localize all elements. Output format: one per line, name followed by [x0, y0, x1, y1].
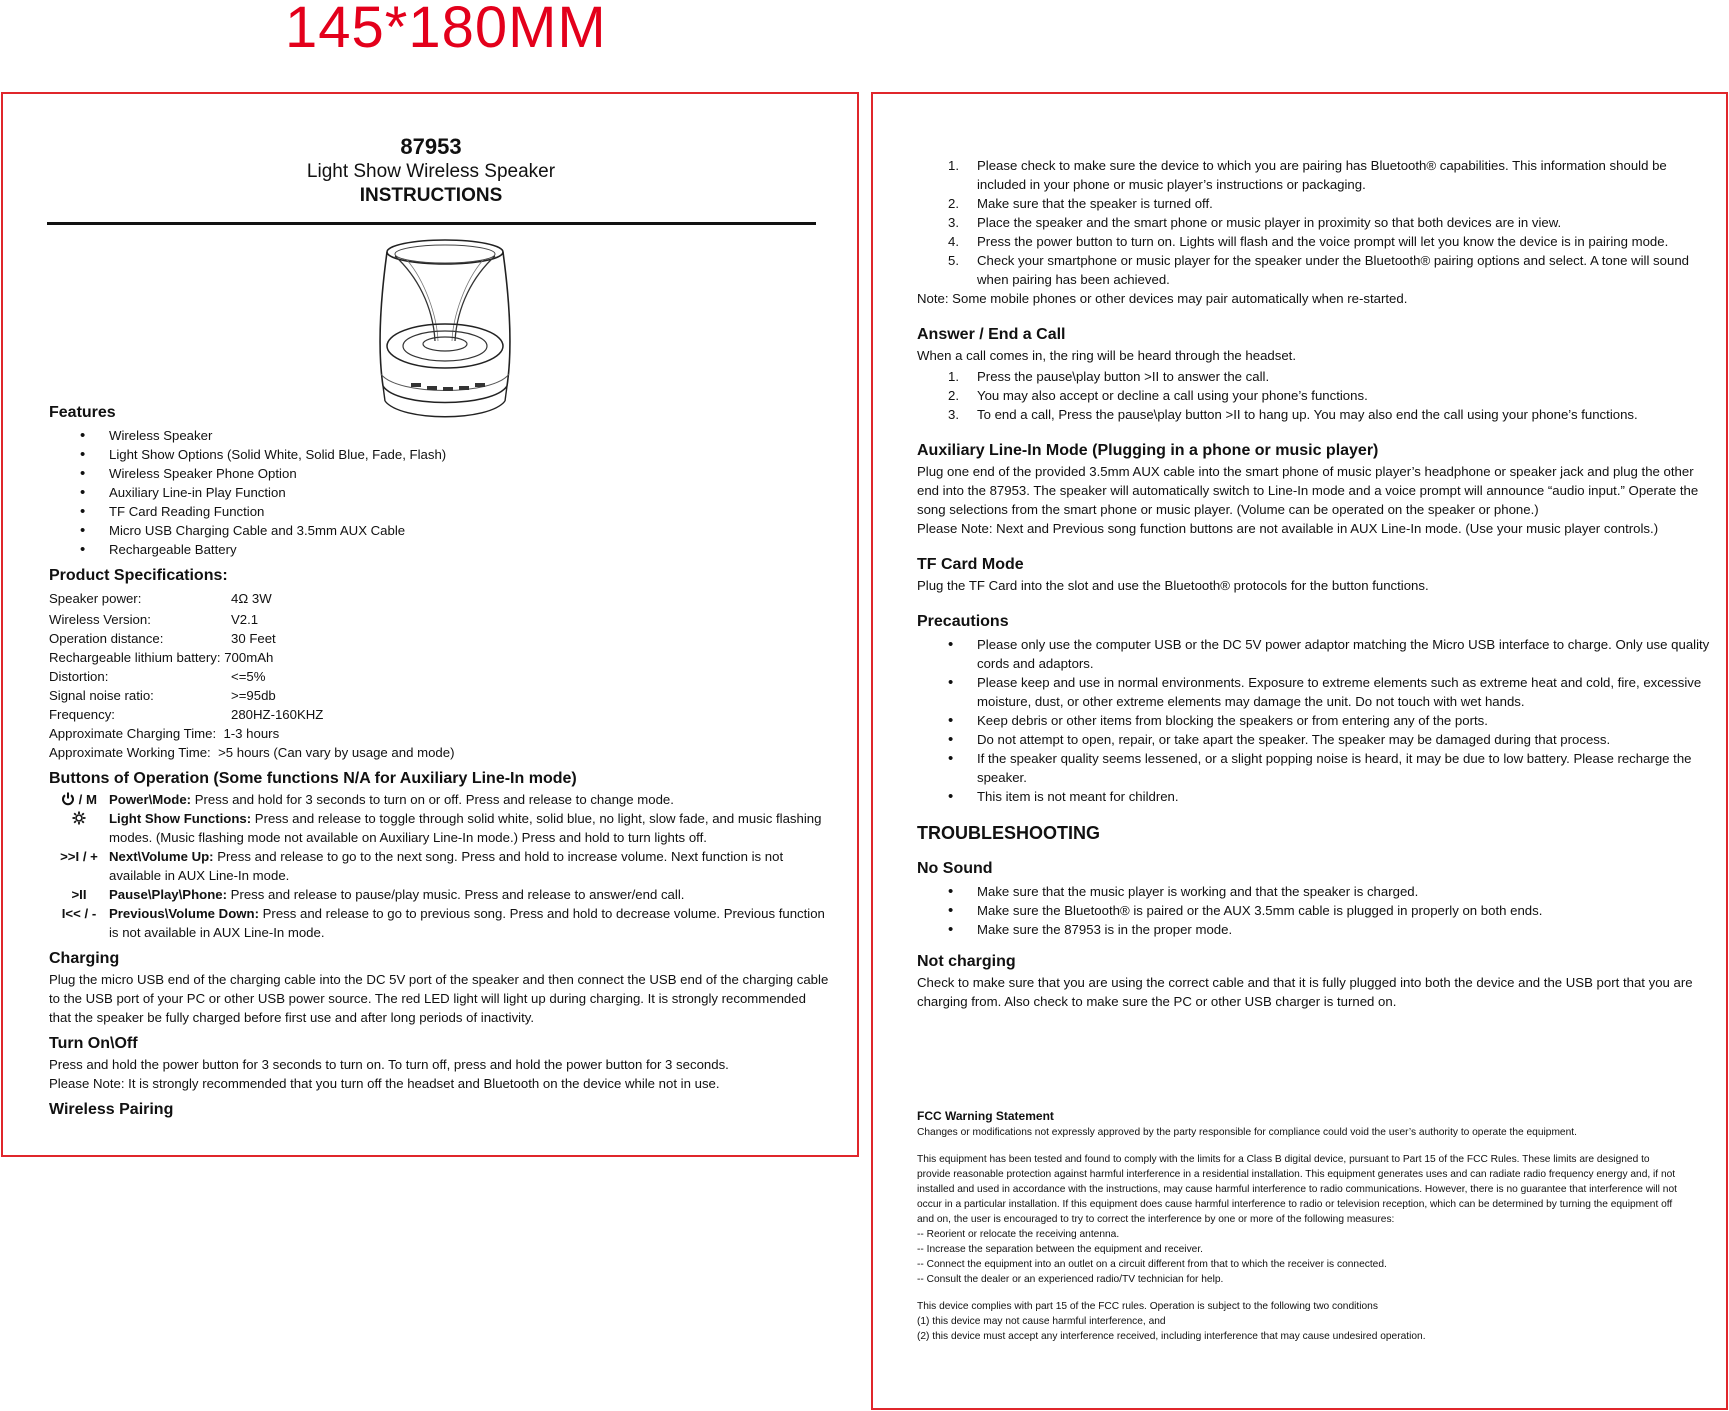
spec-value: >5 hours (Can vary by usage and mode) — [218, 745, 455, 760]
speaker-illustration — [367, 236, 523, 426]
spec-row — [49, 610, 829, 629]
fcc-measure: -- Consult the dealer or an experienced radio/TV technician for help. — [917, 1274, 1224, 1285]
list-item: 4. Press the power button to turn on. Lights will flash and the voice prompt will let you know the device is in pairing mode. — [948, 234, 1669, 249]
charging-title: Charging — [49, 950, 120, 967]
button-name: Previous\Volume Down: — [109, 906, 259, 921]
pairing-title: Wireless Pairing — [49, 1101, 174, 1118]
spec-key: Speaker power: — [49, 591, 142, 606]
list-item: • If the speaker quality seems lessened, or a slight popping noise is heard, it may be due to low battery. Please recharge the speaker. — [917, 749, 1717, 787]
list-item: 2. You may also accept or decline a call using your phone’s functions. — [948, 388, 1368, 403]
spec-row — [49, 743, 829, 762]
right-content — [917, 156, 1717, 1011]
button-description — [109, 885, 829, 904]
button-detail: Press and release to pause/play music. Press and release to answer/end call. — [227, 887, 685, 902]
light-gear-icon — [72, 811, 86, 825]
features-title: Features — [49, 404, 116, 421]
button-row — [49, 790, 829, 809]
turn-on-text: Press and hold the power button for 3 seconds to turn on. To turn off, press and hold the power button for 3 seconds. — [49, 1057, 729, 1072]
fcc-measure: -- Reorient or relocate the receiving antenna. — [917, 1229, 1120, 1240]
button-description — [109, 847, 829, 885]
button-description — [109, 809, 829, 847]
spec-row — [49, 648, 829, 667]
turn-on-note: Please Note: It is strongly recommended that you turn off the headset and Bluetooth on the device while not in use. — [49, 1076, 720, 1091]
list-item: • Micro USB Charging Cable and 3.5mm AUX Cable — [49, 521, 829, 540]
list-item: • TF Card Reading Function — [49, 502, 829, 521]
pairing-note: Note: Some mobile phones or other devices may pair automatically when re-started. — [917, 291, 1408, 306]
list-item: 5. Check your smartphone or music player for the speaker under the Bluetooth® pairing options and select. A tone will sound when pairing has been achieved. — [948, 253, 1689, 287]
list-item: 3. To end a call, Press the pause\play button >II to hang up. You may also end the call using your phone’s functions. — [948, 407, 1638, 422]
list-item: • Make sure the 87953 is in the proper mode. — [917, 920, 1717, 939]
spec-key: Frequency: — [49, 707, 115, 722]
button-detail: Press and release to go to the next song. Press and hold to increase volume. Next function is not available in AUX Line-In mode. — [109, 849, 784, 883]
list-item: • Wireless Speaker — [49, 426, 829, 445]
spec-key: Operation distance: — [49, 631, 164, 646]
fcc-statement — [917, 1108, 1677, 1344]
list-item: • Light Show Options (Solid White, Solid Blue, Fade, Flash) — [49, 445, 829, 464]
left-content — [49, 402, 829, 1121]
list-item: 3. Place the speaker and the smart phone or music player in proximity so that both devices are in view. — [948, 215, 1562, 230]
play-symbol: >II — [71, 887, 87, 902]
right-panel — [871, 92, 1728, 1410]
turn-on-title: Turn On\Off — [49, 1035, 138, 1052]
list-item: • Keep debris or other items from blocking the speakers or from entering any of the ports. — [917, 711, 1717, 730]
button-row — [49, 809, 829, 847]
list-item: 1. Press the pause\play button >II to answer the call. — [948, 369, 1270, 384]
spec-value: V2.1 — [231, 612, 259, 627]
spec-key: Wireless Version: — [49, 612, 151, 627]
tf-text: Plug the TF Card into the slot and use the Bluetooth® protocols for the button functions. — [917, 578, 1429, 593]
aux-title: Auxiliary Line-In Mode (Plugging in a phone or music player) — [917, 442, 1379, 459]
instructions-heading: INSTRUCTIONS — [359, 185, 503, 206]
button-name: Pause\Play\Phone: — [109, 887, 227, 902]
list-item: 2. Make sure that the speaker is turned off. — [948, 196, 1213, 211]
button-detail: Press and hold for 3 seconds to turn on or off. Press and release to change mode. — [191, 792, 674, 807]
spec-row — [49, 686, 829, 705]
title-divider — [47, 222, 816, 225]
fcc-paragraph: This device complies with part 15 of the FCC rules. Operation is subject to the following two conditions — [917, 1301, 1378, 1312]
list-item: • Auxiliary Line-in Play Function — [49, 483, 829, 502]
button-detail: Press and release to go to previous song. Press and hold to decrease volume. Previous function is not available in AUX Line-In mode. — [109, 906, 825, 940]
power-mode-symbol — [49, 790, 109, 809]
spec-value: 280HZ-160KHZ — [231, 707, 324, 722]
aux-text: Plug one end of the provided 3.5mm AUX cable into the smart phone of music player’s headphone or speaker jack and plug the other end into the 87953. The speaker will automatically switch to Line-In mode and a voice prompt will announce “audio input.” Operate the song selections from the smart phone or music player. (Volume can be operated on the speaker or phone.) — [917, 464, 1699, 517]
product-name: Light Show Wireless Speaker — [306, 161, 556, 182]
precautions-list — [917, 635, 1717, 806]
spec-value: 1-3 hours — [223, 726, 280, 741]
spec-key: Rechargeable lithium battery: — [49, 650, 221, 665]
no-sound-list — [917, 882, 1717, 939]
fcc-title: FCC Warning Statement — [917, 1109, 1054, 1123]
answer-intro: When a call comes in, the ring will be heard through the headset. — [917, 348, 1296, 363]
troubleshooting-title: TROUBLESHOOTING — [917, 823, 1100, 843]
specs-title: Product Specifications: — [49, 567, 228, 584]
button-description — [109, 904, 829, 942]
spec-value: <=5% — [231, 669, 266, 684]
not-charging-text: Check to make sure that you are using the correct cable and that it is fully plugged into both the device and the USB port that you are charging from. Also check to make sure the PC or other USB charger is turned on. — [917, 975, 1693, 1009]
list-item: • Do not attempt to open, repair, or take apart the speaker. The speaker may be damaged during that process. — [917, 730, 1717, 749]
previous-symbol: I<< / - — [61, 906, 97, 921]
button-description — [109, 790, 829, 809]
button-name: Next\Volume Up: — [109, 849, 214, 864]
spec-key: Distortion: — [49, 669, 109, 684]
charging-text: Plug the micro USB end of the charging cable into the DC 5V port of the speaker and then connect the USB end of the charging cable to the USB port of your PC or other USB power source. The red LED light will light up during charging. It is strongly recommended that the speaker be fully charged before first use and after long periods of inactivity. — [49, 972, 829, 1025]
spec-value: 30 Feet — [231, 631, 276, 646]
answer-title: Answer / End a Call — [917, 326, 1066, 343]
list-item: • Please only use the computer USB or the DC 5V power adaptor matching the Micro USB interface to charge. Only use quality cords and adaptors. — [917, 635, 1717, 673]
spec-key: Approximate Working Time: — [49, 745, 211, 760]
answer-steps — [917, 367, 1717, 424]
fcc-paragraph: Changes or modifications not expressly approved by the party responsible for compliance could void the user’s authority to operate the equipment. — [917, 1127, 1577, 1138]
fcc-condition: (1) this device may not cause harmful interference, and — [917, 1316, 1166, 1327]
spec-key: Signal noise ratio: — [49, 688, 154, 703]
spec-key: Approximate Charging Time: — [49, 726, 217, 741]
spec-value: >=95db — [231, 688, 276, 703]
button-row — [49, 847, 829, 885]
list-item: • Make sure the Bluetooth® is paired or the AUX 3.5mm cable is plugged in properly on both ends. — [917, 901, 1717, 920]
tf-title: TF Card Mode — [917, 556, 1024, 573]
list-item: 1. Please check to make sure the device to which you are pairing has Bluetooth® capabilities. This information should be included in your phone or music player’s instructions or packaging. — [948, 158, 1667, 192]
precautions-title: Precautions — [917, 613, 1009, 630]
no-sound-title: No Sound — [917, 860, 993, 877]
fcc-condition: (2) this device must accept any interference received, including interference that may cause undesired operation. — [917, 1331, 1426, 1342]
aux-note: Please Note: Next and Previous song function buttons are not available in AUX Line-In mode. (Use your music player controls.) — [917, 521, 1659, 536]
model-number: 87953 — [400, 134, 462, 159]
spec-row — [49, 724, 829, 743]
list-item: • Make sure that the music player is working and that the speaker is charged. — [917, 882, 1717, 901]
button-row — [49, 904, 829, 942]
features-list — [49, 426, 829, 559]
list-item: • Rechargeable Battery — [49, 540, 829, 559]
spec-value: 4Ω 3W — [231, 591, 272, 606]
next-symbol: >>I / + — [60, 849, 98, 864]
spec-row — [49, 705, 829, 724]
power-mode-label: / M — [78, 792, 97, 807]
size-label: 145*180MM — [285, 0, 607, 60]
power-icon — [61, 792, 75, 806]
button-row — [49, 885, 829, 904]
button-name: Power\Mode: — [109, 792, 192, 807]
button-name: Light Show Functions: — [109, 811, 252, 826]
spec-value: 700mAh — [224, 650, 274, 665]
left-panel — [1, 92, 859, 1157]
fcc-measure: -- Increase the separation between the equipment and receiver. — [917, 1244, 1203, 1255]
spec-row — [49, 589, 829, 608]
buttons-table — [49, 790, 829, 942]
not-charging-title: Not charging — [917, 953, 1016, 970]
fcc-paragraph: This equipment has been tested and found to comply with the limits for a Class B digital device, pursuant to Part 15 of the FCC Rules. These limits are designed to provide reasonable protection against harmful interference in a residential installation. This equipment generates uses and can radiate radio frequency energy and, if not installed and used in accordance with the instructions, may cause harmful interference to radio communications. However, there is no guarantee that interference will not occur in a particular installation. If this equipment does cause harmful interference to radio or television reception, which can be determined by turning the equipment off and on, the user is encouraged to try to correct the interference by one or more of the following measures: — [917, 1154, 1677, 1225]
spec-row — [49, 629, 829, 648]
title-block — [3, 134, 859, 208]
pairing-steps — [917, 156, 1717, 289]
list-item: • Please keep and use in normal environments. Exposure to extreme elements such as extreme heat and cold, fire, excessive moisture, dust, or other extreme elements may damage the unit. Do not touch with wet hands. — [917, 673, 1717, 711]
list-item: • This item is not meant for children. — [917, 787, 1717, 806]
fcc-measure: -- Connect the equipment into an outlet on a circuit different from that to which the receiver is connected. — [917, 1259, 1387, 1270]
list-item: • Wireless Speaker Phone Option — [49, 464, 829, 483]
specs-table — [49, 589, 829, 762]
light-symbol — [49, 809, 109, 847]
button-detail: Press and release to toggle through solid white, solid blue, no light, slow fade, and music flashing modes. (Music flashing mode not available on Auxiliary Line-In mode.) Press and hold to turn lights off. — [109, 811, 822, 845]
spec-row — [49, 667, 829, 686]
buttons-title: Buttons of Operation (Some functions N/A for Auxiliary Line-In mode) — [49, 770, 577, 787]
